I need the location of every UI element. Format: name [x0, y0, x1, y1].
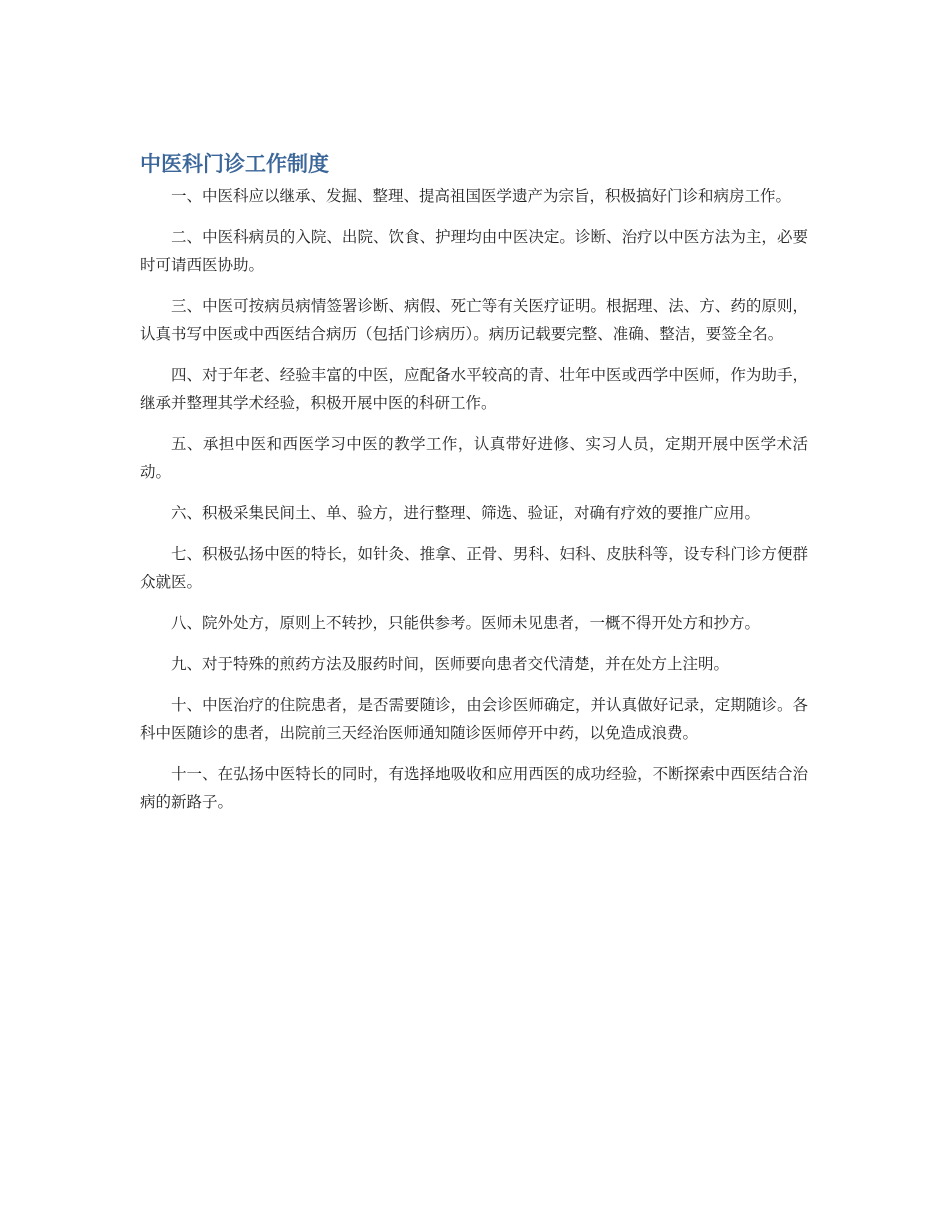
paragraph-3: 三、中医可按病员病情签署诊断、病假、死亡等有关医疗证明。根据理、法、方、药的原则，认真书写中医或中西医结合病历（包括门诊病历）。病历记载要完整、准确、整洁，要签全名。	[140, 297, 808, 343]
document-body	[140, 150, 808, 829]
document-title: 中医科门诊工作制度	[140, 152, 329, 176]
paragraph-9: 九、对于特殊的煎药方法及服药时间，医师要向患者交代清楚，并在处方上注明。	[171, 655, 730, 673]
paragraph-2: 二、中医科病员的入院、出院、饮食、护理均由中医决定。诊断、治疗以中医方法为主，必要时可请西医协助。	[140, 228, 808, 274]
paragraph-4: 四、对于年老、经验丰富的中医，应配备水平较高的青、壮年中医或西学中医师，作为助手，继承并整理其学术经验，积极开展中医的科研工作。	[140, 366, 808, 412]
paragraph-8: 八、院外处方，原则上不转抄，只能供参考。医师未见患者，一概不得开处方和抄方。	[171, 614, 761, 632]
paragraph-5: 五、承担中医和西医学习中医的教学工作，认真带好进修、实习人员，定期开展中医学术活动。	[140, 435, 808, 481]
paragraph-7: 七、积极弘扬中医的特长，如针灸、推拿、正骨、男科、妇科、皮肤科等，设专科门诊方便群众就医。	[140, 545, 808, 591]
paragraph-10: 十、中医治疗的住院患者，是否需要随诊，由会诊医师确定，并认真做好记录，定期随诊。各科中医随诊的患者，出院前三天经治医师通知随诊医师停开中药，以免造成浪费。	[140, 696, 808, 742]
paragraph-11: 十一、在弘扬中医特长的同时，有选择地吸收和应用西医的成功经验，不断探索中西医结合治病的新路子。	[140, 765, 808, 811]
paragraph-1: 一、中医科应以继承、发掘、整理、提高祖国医学遗产为宗旨，积极搞好门诊和病房工作。	[171, 187, 792, 205]
paragraph-6: 六、积极采集民间土、单、验方，进行整理、筛选、验证，对确有疗效的要推广应用。	[171, 504, 761, 522]
